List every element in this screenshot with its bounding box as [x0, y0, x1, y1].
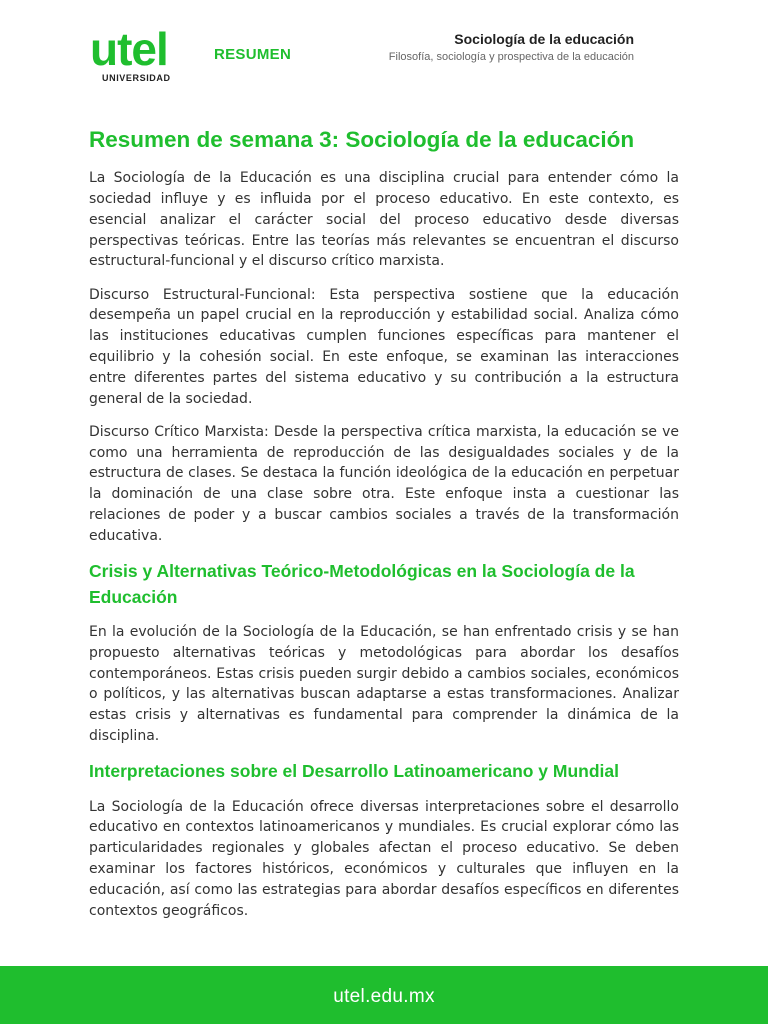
- section-body-crisis: En la evolución de la Sociología de la Educación, se han enfrentado crisis y se han propuesto alternativas teóricas y metodológicas para abordar los desafíos contemporáneos. Estas crisis pueden surgir debido a cambios sociales, económicos o políticos, y las alternativas buscan adaptarse a estas transformaciones. Analizar estas crisis y alternativas es fundamental para comprender la dinámica de la disciplina.: [89, 623, 679, 744]
- section-heading-development: Interpretaciones sobre el Desarrollo Latinoamericano y Mundial: [89, 761, 620, 782]
- page-title: Resumen de semana 3: Sociología de la educación: [89, 127, 635, 152]
- logo-brand-text: utel: [90, 23, 168, 75]
- utel-logo: [90, 23, 196, 88]
- footer-url-link[interactable]: utel.edu.mx: [333, 986, 435, 1007]
- structural-functional-paragraph: Discurso Estructural-Funcional: Esta perspectiva sostiene que la educación desempeña un papel crucial en la reproducción y estabilidad social. Analiza cómo las instituciones educativas cumplen funciones específicas para mantener el equilibrio y la cohesión social. En este enfoque, se examinan las interacciones entre diferentes partes del sistema educativo y su contribución a la estructura general de la sociedad.: [89, 286, 679, 407]
- section-heading-crisis: Crisis y Alternativas Teórico-Metodológicas en la Sociología de la Educación: [89, 561, 635, 607]
- document-body: [89, 120, 679, 934]
- course-subtitle: Filosofía, sociología y prospectiva de la educación: [388, 51, 634, 63]
- page-header: [0, 0, 768, 110]
- logo-subtitle: UNIVERSIDAD: [102, 73, 171, 83]
- course-title: Sociología de la educación: [454, 31, 634, 47]
- page-footer: [0, 966, 768, 1024]
- intro-paragraph: La Sociología de la Educación es una disciplina crucial para entender cómo la sociedad influye y es influida por el proceso educativo. En este contexto, es esencial analizar el carácter social del proceso educativo desde diversas perspectivas teóricas. Entre las teorías más relevantes se encuentran el discurso estructural-funcional y el discurso crítico marxista.: [89, 170, 679, 270]
- critical-marxist-paragraph: Discurso Crítico Marxista: Desde la perspectiva crítica marxista, la educación se ve como una herramienta de reproducción de las desigualdades sociales y de la estructura de clases. Se destaca la función ideológica de la educación en perpetuar la dominación de una clase sobre otra. Este enfoque insta a cuestionar las relaciones de poder y a buscar cambios sociales a través de la transformación educativa.: [89, 423, 679, 544]
- section-body-development: La Sociología de la Educación ofrece diversas interpretaciones sobre el desarrollo educativo en contextos latinoamericanos y mundiales. Es crucial explorar cómo las particularidades regionales y globales afectan el proceso educativo. Se deben examinar los factores históricos, económicos y culturales que influyen en la educación, así como las estrategias para abordar desafíos específicos en diferentes contextos geográficos.: [89, 798, 679, 919]
- section-label: RESUMEN: [214, 46, 292, 63]
